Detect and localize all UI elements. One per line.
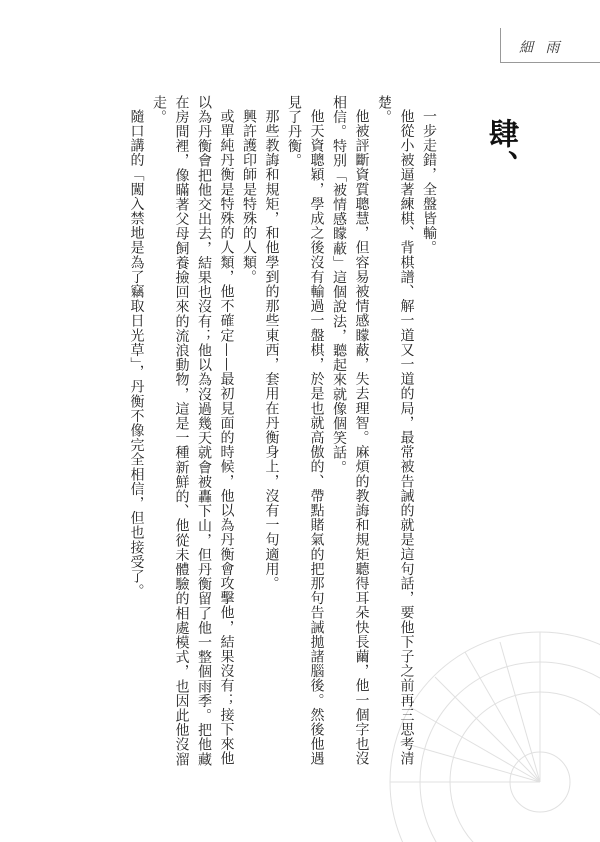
running-header xyxy=(500,28,600,63)
body-text xyxy=(125,95,440,775)
book-title: 細 雨 xyxy=(519,40,564,56)
paragraph: 一步走錯，全盤皆輸。 xyxy=(421,109,437,255)
paragraph: 興許護印師是特殊的人類。 xyxy=(241,109,257,285)
paragraph: 他天資聰穎，學成之後沒有輸過一盤棋，於是也就高傲的、帶點賭氣的把那句告誡拋諸腦後。然後他遇見了丹衡。 xyxy=(286,95,325,766)
paragraph: 他從小被逼著練棋、背棋譜、解一道又一道的局，最常被告誡的就是這句話，要他下子之前再三思考清楚。 xyxy=(376,95,415,766)
paragraph: 或單純丹衡是特殊的人類，他不確定——最初見面的時候，他以為丹衡會攻擊他，結果沒有；接下來他以為丹衡會把他交出去，結果也沒有；他以為沒過幾天就會被轟下山，但丹衡留了他一整個雨季。把他藏在房間裡，像瞞著父母飼養撿回來的流浪動物，這是一種新鮮的、他從未體驗的相處模式，也因此他沒溜走。 xyxy=(151,95,235,767)
paragraph: 隨口講的「闖入禁地是為了竊取日光草」，丹衡不像完全相信，但也接受了。 xyxy=(128,109,145,599)
paragraph: 他被評斷資質聰慧，但容易被情感矇蔽，失去理智。麻煩的教誨和規矩聽得耳朵快長繭，他一個字也沒相信。特別「被情感矇蔽」這個說法，聽起來就像個笑話。 xyxy=(331,95,370,766)
paragraph: 那些教誨和規矩，和他學到的那些東西，套用在丹衡身上，沒有一句適用。 xyxy=(263,109,280,591)
chapter-heading: 肆、 xyxy=(483,118,518,182)
